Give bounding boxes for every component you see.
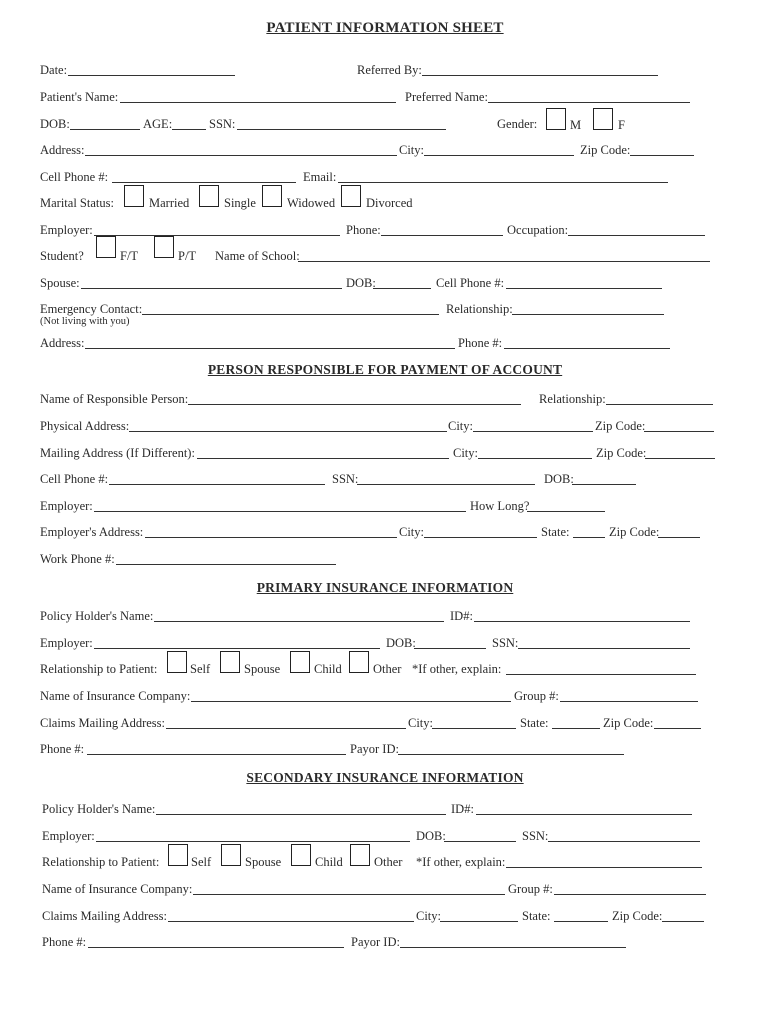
primary-claims-label: Claims Mailing Address: — [40, 716, 165, 730]
secondary-claims-label: Claims Mailing Address: — [42, 909, 167, 923]
secondary-ssn-field[interactable] — [548, 841, 700, 842]
secondary-payor-label: Payor ID: — [351, 935, 400, 949]
not-living-note: (Not living with you) — [40, 316, 130, 327]
row-dob — [0, 116, 770, 138]
row-responsible-employer — [0, 498, 770, 520]
mailing-address-field[interactable] — [197, 458, 449, 459]
secondary-group-label: Group #: — [508, 882, 553, 896]
zip-label: Zip Code: — [580, 143, 631, 157]
employer-state-field[interactable] — [573, 537, 605, 538]
row-work-phone — [0, 551, 770, 573]
how-long-label: How Long? — [470, 499, 530, 513]
age-label: AGE: — [143, 117, 173, 131]
responsible-heading: PERSON RESPONSIBLE FOR PAYMENT OF ACCOUNT — [207, 362, 563, 377]
divorced-checkbox[interactable] — [341, 185, 361, 207]
secondary-phone-field[interactable] — [88, 947, 344, 948]
primary-holder-label: Policy Holder's Name: — [40, 609, 154, 623]
referred-by-field[interactable] — [422, 75, 658, 76]
em-relationship-label: Relationship: — [446, 302, 513, 316]
primary-id-field[interactable] — [474, 621, 690, 622]
primary-company-label: Name of Insurance Company: — [40, 689, 191, 703]
em-phone-label: Phone #: — [458, 336, 503, 350]
secondary-payor-field[interactable] — [400, 947, 626, 948]
secondary-child-checkbox[interactable] — [291, 844, 311, 866]
secondary-group-field[interactable] — [554, 894, 706, 895]
row-primary-claims — [0, 715, 770, 737]
secondary-state-field[interactable] — [554, 921, 608, 922]
student-label: Student? — [40, 249, 84, 263]
dob-field[interactable] — [70, 129, 140, 130]
address-label: Address: — [40, 143, 85, 157]
cell-phone-field[interactable] — [112, 182, 296, 183]
row-primary-holder — [0, 608, 770, 630]
primary-explain-field[interactable] — [506, 674, 696, 675]
primary-payor-label: Payor ID: — [350, 742, 399, 756]
physical-city-field[interactable] — [473, 431, 593, 432]
secondary-city-label: City: — [416, 909, 442, 923]
school-field[interactable] — [298, 261, 710, 262]
secondary-spouse-checkbox[interactable] — [221, 844, 241, 866]
single-checkbox[interactable] — [199, 185, 219, 207]
primary-child-label: Child — [314, 662, 342, 676]
physical-city-label: City: — [448, 419, 474, 433]
spouse-cell-field[interactable] — [506, 288, 662, 289]
mailing-city-label: City: — [453, 446, 479, 460]
ft-checkbox[interactable] — [96, 236, 116, 258]
secondary-holder-label: Policy Holder's Name: — [42, 802, 156, 816]
secondary-zip-label: Zip Code: — [612, 909, 663, 923]
row-marital — [0, 195, 770, 217]
employer-field[interactable] — [94, 235, 340, 236]
mailing-city-field[interactable] — [478, 458, 592, 459]
primary-payor-field[interactable] — [398, 754, 624, 755]
row-responsible-name — [0, 391, 770, 413]
school-label: Name of School: — [215, 249, 300, 263]
ssn-field[interactable] — [237, 129, 446, 130]
patient-name-field[interactable] — [120, 102, 396, 103]
employer-zip-field[interactable] — [658, 537, 700, 538]
secondary-dob-label: DOB: — [416, 829, 446, 843]
secondary-spouse-label: Spouse — [245, 855, 282, 869]
row-student — [0, 248, 770, 270]
primary-spouse-label: Spouse — [244, 662, 281, 676]
employer-label: Employer: — [40, 223, 93, 237]
responsible-ssn-field[interactable] — [357, 484, 535, 485]
primary-zip-field[interactable] — [654, 728, 701, 729]
row-secondary-relationship — [0, 854, 770, 876]
secondary-rel-label: Relationship to Patient: — [42, 855, 160, 869]
em-address-label: Address: — [40, 336, 85, 350]
row-employer-address — [0, 524, 770, 546]
email-label: Email: — [303, 170, 337, 184]
secondary-city-field[interactable] — [440, 921, 518, 922]
gender-m-label: M — [570, 118, 582, 132]
primary-group-label: Group #: — [514, 689, 559, 703]
primary-child-checkbox[interactable] — [290, 651, 310, 673]
physical-zip-label: Zip Code: — [595, 419, 646, 433]
primary-company-field[interactable] — [191, 701, 511, 702]
primary-employer-label: Employer: — [40, 636, 93, 650]
employer-city-field[interactable] — [424, 537, 537, 538]
work-phone-field[interactable] — [116, 564, 336, 565]
primary-other-checkbox[interactable] — [349, 651, 369, 673]
email-field[interactable] — [338, 182, 668, 183]
ssn-label: SSN: — [209, 117, 236, 131]
primary-spouse-checkbox[interactable] — [220, 651, 240, 673]
secondary-id-label: ID#: — [451, 802, 474, 816]
primary-ssn-label: SSN: — [492, 636, 519, 650]
cell-phone-label: Cell Phone #: — [40, 170, 109, 184]
secondary-dob-field[interactable] — [444, 841, 516, 842]
secondary-id-field[interactable] — [476, 814, 692, 815]
spouse-dob-field[interactable] — [373, 288, 431, 289]
phone-field[interactable] — [381, 235, 503, 236]
married-checkbox[interactable] — [124, 185, 144, 207]
age-field[interactable] — [172, 129, 206, 130]
gender-m-checkbox[interactable] — [546, 108, 566, 130]
secondary-explain-field[interactable] — [506, 867, 702, 868]
address-field[interactable] — [85, 155, 397, 156]
secondary-other-checkbox[interactable] — [350, 844, 370, 866]
gender-label: Gender: — [497, 117, 538, 131]
secondary-self-checkbox[interactable] — [168, 844, 188, 866]
row-mailing — [0, 445, 770, 467]
primary-employer-field[interactable] — [94, 648, 380, 649]
row-primary-relationship — [0, 661, 770, 683]
preferred-name-field[interactable] — [488, 102, 690, 103]
row-secondary-employer — [0, 828, 770, 850]
how-long-field[interactable] — [527, 511, 605, 512]
row-spouse — [0, 275, 770, 297]
dob-label: DOB: — [40, 117, 70, 131]
secondary-explain-label: *If other, explain: — [416, 855, 506, 869]
primary-dob-label: DOB: — [386, 636, 416, 650]
primary-explain-label: *If other, explain: — [412, 662, 502, 676]
pt-label: P/T — [178, 249, 197, 263]
form-title: PATIENT INFORMATION SHEET — [266, 20, 504, 36]
primary-holder-field[interactable] — [154, 621, 444, 622]
row-secondary-phone — [0, 934, 770, 956]
secondary-phone-label: Phone #: — [42, 935, 87, 949]
primary-group-field[interactable] — [560, 701, 698, 702]
primary-city-field[interactable] — [432, 728, 516, 729]
primary-self-checkbox[interactable] — [167, 651, 187, 673]
employer-address-label: Employer's Address: — [40, 525, 144, 539]
occupation-field[interactable] — [568, 235, 705, 236]
primary-self-label: Self — [190, 662, 211, 676]
secondary-holder-field[interactable] — [156, 814, 446, 815]
responsible-relationship-label: Relationship: — [539, 392, 606, 406]
employer-address-field[interactable] — [145, 537, 397, 538]
row-cell — [0, 169, 770, 191]
row-secondary-company — [0, 881, 770, 903]
gender-f-checkbox[interactable] — [593, 108, 613, 130]
phone-label: Phone: — [346, 223, 381, 237]
row-responsible-cell — [0, 471, 770, 493]
primary-state-field[interactable] — [552, 728, 600, 729]
spouse-dob-label: DOB: — [346, 276, 376, 290]
primary-phone-field[interactable] — [87, 754, 346, 755]
secondary-employer-field[interactable] — [96, 841, 410, 842]
row-secondary-claims — [0, 908, 770, 930]
emergency-contact-label: Emergency Contact: — [40, 302, 143, 316]
gender-f-label: F — [618, 118, 625, 132]
work-phone-label: Work Phone #: — [40, 552, 115, 566]
responsible-dob-label: DOB: — [544, 472, 574, 486]
city-field[interactable] — [424, 155, 574, 156]
married-label: Married — [149, 196, 190, 210]
responsible-name-field[interactable] — [188, 404, 521, 405]
primary-insurance-heading: PRIMARY INSURANCE INFORMATION — [256, 580, 514, 595]
physical-address-label: Physical Address: — [40, 419, 130, 433]
divorced-label: Divorced — [366, 196, 413, 210]
row-patient-name — [0, 89, 770, 111]
em-phone-field[interactable] — [504, 348, 670, 349]
mailing-zip-field[interactable] — [645, 458, 715, 459]
responsible-relationship-field[interactable] — [606, 404, 713, 405]
emergency-contact-field[interactable] — [142, 314, 439, 315]
row-em-address — [0, 335, 770, 357]
em-address-field[interactable] — [85, 348, 455, 349]
row-primary-phone — [0, 741, 770, 763]
widowed-label: Widowed — [287, 196, 336, 210]
physical-address-field[interactable] — [129, 431, 447, 432]
primary-dob-field[interactable] — [414, 648, 486, 649]
marital-status-label: Marital Status: — [40, 196, 114, 210]
responsible-cell-label: Cell Phone #: — [40, 472, 109, 486]
spouse-field[interactable] — [81, 288, 342, 289]
employer-state-label: State: — [541, 525, 570, 539]
row-secondary-holder — [0, 801, 770, 823]
primary-claims-field[interactable] — [166, 728, 406, 729]
secondary-child-label: Child — [315, 855, 343, 869]
physical-zip-field[interactable] — [644, 431, 714, 432]
referred-by-label: Referred By: — [357, 63, 422, 77]
primary-other-label: Other — [373, 662, 402, 676]
responsible-employer-field[interactable] — [94, 511, 466, 512]
occupation-label: Occupation: — [507, 223, 569, 237]
secondary-zip-field[interactable] — [662, 921, 704, 922]
ft-label: F/T — [120, 249, 139, 263]
primary-city-label: City: — [408, 716, 434, 730]
primary-rel-label: Relationship to Patient: — [40, 662, 158, 676]
responsible-cell-field[interactable] — [109, 484, 325, 485]
row-emergency — [0, 301, 770, 327]
row-date — [0, 62, 770, 84]
secondary-claims-field[interactable] — [168, 921, 414, 922]
spouse-label: Spouse: — [40, 276, 80, 290]
primary-ssn-field[interactable] — [518, 648, 690, 649]
employer-zip-label: Zip Code: — [609, 525, 660, 539]
preferred-name-label: Preferred Name: — [405, 90, 488, 104]
row-physical — [0, 418, 770, 440]
single-label: Single — [224, 196, 256, 210]
secondary-company-label: Name of Insurance Company: — [42, 882, 193, 896]
mailing-zip-label: Zip Code: — [596, 446, 647, 460]
spouse-cell-label: Cell Phone #: — [436, 276, 505, 290]
secondary-insurance-heading: SECONDARY INSURANCE INFORMATION — [246, 770, 524, 785]
responsible-employer-label: Employer: — [40, 499, 93, 513]
patient-name-label: Patient's Name: — [40, 90, 119, 104]
secondary-company-field[interactable] — [193, 894, 505, 895]
pt-checkbox[interactable] — [154, 236, 174, 258]
date-field[interactable] — [68, 75, 235, 76]
responsible-name-label: Name of Responsible Person: — [40, 392, 189, 406]
mailing-address-label: Mailing Address (If Different): — [40, 446, 195, 460]
secondary-self-label: Self — [191, 855, 212, 869]
zip-field[interactable] — [630, 155, 694, 156]
row-primary-company — [0, 688, 770, 710]
widowed-checkbox[interactable] — [262, 185, 282, 207]
date-label: Date: — [40, 63, 68, 77]
responsible-ssn-label: SSN: — [332, 472, 359, 486]
primary-zip-label: Zip Code: — [603, 716, 654, 730]
secondary-state-label: State: — [522, 909, 551, 923]
em-relationship-field[interactable] — [512, 314, 664, 315]
city-label: City: — [399, 143, 425, 157]
primary-id-label: ID#: — [450, 609, 473, 623]
row-address — [0, 142, 770, 164]
primary-state-label: State: — [520, 716, 549, 730]
employer-city-label: City: — [399, 525, 425, 539]
responsible-dob-field[interactable] — [572, 484, 636, 485]
primary-phone-label: Phone #: — [40, 742, 85, 756]
secondary-other-label: Other — [374, 855, 403, 869]
secondary-employer-label: Employer: — [42, 829, 95, 843]
row-primary-employer — [0, 635, 770, 657]
secondary-ssn-label: SSN: — [522, 829, 549, 843]
